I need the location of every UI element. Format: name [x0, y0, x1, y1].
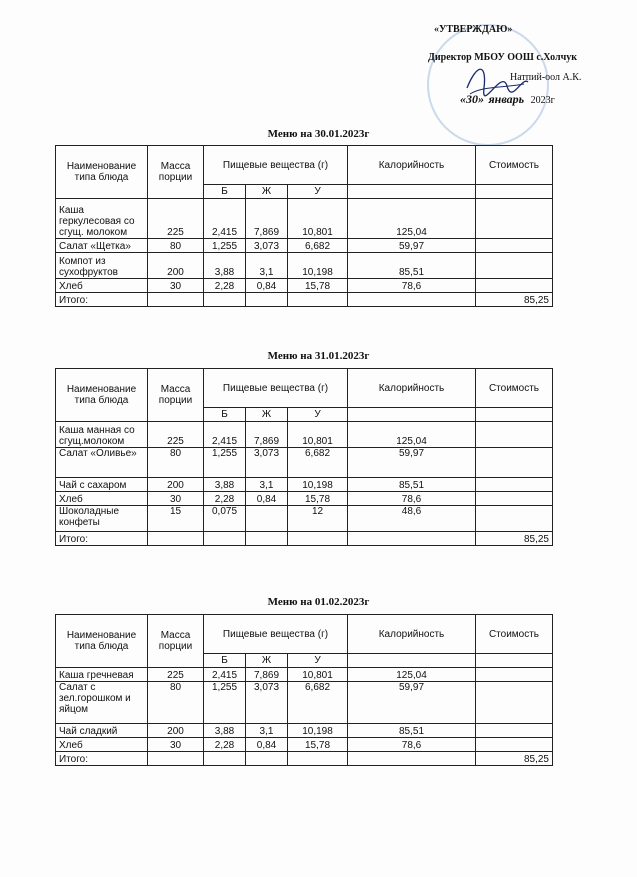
table-row: [56, 199, 553, 239]
header-cost: Стоимость: [476, 615, 553, 654]
dish-zh: 0,84: [246, 279, 288, 293]
dish-name: Компот из сухофруктов: [56, 253, 148, 279]
header-mass: Масса порции: [148, 615, 204, 668]
dish-zh: 3,1: [246, 478, 288, 492]
header-b: Б: [204, 185, 246, 199]
header-nutrients: Пищевые вещества (г): [204, 146, 348, 185]
dish-zh: 7,869: [246, 422, 288, 448]
header-u: У: [288, 408, 348, 422]
dish-kal: 85,51: [348, 478, 476, 492]
dish-u: 10,198: [288, 478, 348, 492]
dish-mass: 200: [148, 478, 204, 492]
header-name: Наименование типа блюда: [56, 369, 148, 422]
dish-mass: 30: [148, 279, 204, 293]
dish-b: 0,075: [204, 506, 246, 532]
menu-title: Меню на 01.02.2023г: [267, 596, 370, 608]
dish-u: 10,801: [288, 199, 348, 239]
dish-mass: 225: [148, 422, 204, 448]
total-cost: 85,25: [476, 293, 553, 307]
table-row: [56, 668, 553, 682]
menu-table: [55, 614, 553, 766]
header-mass: Масса порции: [148, 146, 204, 199]
dish-mass: 30: [148, 492, 204, 506]
dish-b: 2,28: [204, 279, 246, 293]
approval-position: Директор МБОУ ООШ с.Холчук: [428, 52, 578, 63]
dish-name: Чай сладкий: [56, 724, 148, 738]
dish-u: 10,198: [288, 253, 348, 279]
dish-name: Чай с сахаром: [56, 478, 148, 492]
dish-b: 2,415: [204, 422, 246, 448]
table-row: [56, 253, 553, 279]
dish-u: 10,801: [288, 422, 348, 448]
header-calories: Калорийность: [348, 615, 476, 654]
dish-kal: 59,97: [348, 448, 476, 478]
table-row: [56, 724, 553, 738]
header-calories: Калорийность: [348, 146, 476, 185]
dish-mass: 225: [148, 668, 204, 682]
dish-zh: 7,869: [246, 668, 288, 682]
dish-u: 15,78: [288, 279, 348, 293]
dish-mass: 80: [148, 448, 204, 478]
dish-mass: 200: [148, 724, 204, 738]
dish-u: 6,682: [288, 682, 348, 724]
header-b: Б: [204, 408, 246, 422]
header-zh: Ж: [246, 185, 288, 199]
table-row: [56, 448, 553, 478]
dish-zh: 0,84: [246, 738, 288, 752]
dish-mass: 15: [148, 506, 204, 532]
header-nutrients: Пищевые вещества (г): [204, 369, 348, 408]
approval-title: «УТВЕРЖДАЮ»: [434, 24, 513, 35]
dish-name: Каша манная со сгущ.молоком: [56, 422, 148, 448]
total-label: Итого:: [56, 293, 148, 307]
dish-u: 10,198: [288, 724, 348, 738]
header-u: У: [288, 654, 348, 668]
dish-u: 6,682: [288, 239, 348, 253]
dish-b: 1,255: [204, 682, 246, 724]
dish-name: Хлеб: [56, 738, 148, 752]
table-row: [56, 478, 553, 492]
dish-u: 10,801: [288, 668, 348, 682]
header-b: Б: [204, 654, 246, 668]
menu-table: [55, 368, 553, 546]
header-zh: Ж: [246, 408, 288, 422]
header-calories: Калорийность: [348, 369, 476, 408]
dish-mass: 30: [148, 738, 204, 752]
dish-kal: 85,51: [348, 253, 476, 279]
dish-b: 3,88: [204, 478, 246, 492]
dish-mass: 80: [148, 682, 204, 724]
dish-name: Хлеб: [56, 492, 148, 506]
dish-mass: 225: [148, 199, 204, 239]
table-row: [56, 422, 553, 448]
dish-kal: 48,6: [348, 506, 476, 532]
approval-date-year: 2023г: [530, 95, 555, 106]
dish-b: 3,88: [204, 724, 246, 738]
dish-zh: 0,84: [246, 492, 288, 506]
total-row: [56, 293, 553, 307]
total-row: [56, 752, 553, 766]
total-cost: 85,25: [476, 532, 553, 546]
dish-name: Каша геркулесовая со сгущ. молоком: [56, 199, 148, 239]
approval-date-day: «30»: [460, 92, 484, 106]
menu-title: Меню на 31.01.2023г: [267, 350, 370, 362]
dish-kal: 59,97: [348, 682, 476, 724]
dish-zh: 3,1: [246, 253, 288, 279]
dish-name: Хлеб: [56, 279, 148, 293]
dish-kal: 78,6: [348, 492, 476, 506]
dish-kal: 125,04: [348, 668, 476, 682]
dish-b: 2,28: [204, 492, 246, 506]
dish-mass: 200: [148, 253, 204, 279]
table-row: [56, 738, 553, 752]
header-name: Наименование типа блюда: [56, 615, 148, 668]
total-cost: 85,25: [476, 752, 553, 766]
dish-name: Шоколадные конфеты: [56, 506, 148, 532]
dish-zh: 3,073: [246, 682, 288, 724]
total-label: Итого:: [56, 532, 148, 546]
table-row: [56, 506, 553, 532]
dish-zh: 3,073: [246, 448, 288, 478]
dish-b: 1,255: [204, 448, 246, 478]
dish-name: Каша гречневая: [56, 668, 148, 682]
dish-mass: 80: [148, 239, 204, 253]
dish-kal: 85,51: [348, 724, 476, 738]
header-name: Наименование типа блюда: [56, 146, 148, 199]
header-mass: Масса порции: [148, 369, 204, 422]
dish-kal: 59,97: [348, 239, 476, 253]
dish-u: 15,78: [288, 492, 348, 506]
dish-name: Салат с зел.горошком и яйцом: [56, 682, 148, 724]
dish-u: 6,682: [288, 448, 348, 478]
approval-name: Натпий-оол А.К.: [510, 72, 582, 83]
dish-zh: 3,1: [246, 724, 288, 738]
dish-kal: 125,04: [348, 199, 476, 239]
dish-zh: [246, 506, 288, 532]
header-u: У: [288, 185, 348, 199]
dish-kal: 78,6: [348, 279, 476, 293]
table-row: [56, 492, 553, 506]
total-row: [56, 532, 553, 546]
menu-title: Меню на 30.01.2023г: [267, 128, 370, 140]
dish-b: 2,28: [204, 738, 246, 752]
dish-u: 15,78: [288, 738, 348, 752]
table-row: [56, 682, 553, 724]
approval-date-month: январь: [488, 92, 525, 106]
dish-zh: 3,073: [246, 239, 288, 253]
dish-u: 12: [288, 506, 348, 532]
header-nutrients: Пищевые вещества (г): [204, 615, 348, 654]
dish-kal: 78,6: [348, 738, 476, 752]
menu-table: [55, 145, 553, 307]
dish-b: 3,88: [204, 253, 246, 279]
dish-name: Салат «Оливье»: [56, 448, 148, 478]
total-label: Итого:: [56, 752, 148, 766]
dish-zh: 7,869: [246, 199, 288, 239]
dish-b: 1,255: [204, 239, 246, 253]
dish-b: 2,415: [204, 668, 246, 682]
approval-date: [460, 92, 555, 107]
header-cost: Стоимость: [476, 369, 553, 408]
dish-kal: 125,04: [348, 422, 476, 448]
header-zh: Ж: [246, 654, 288, 668]
header-cost: Стоимость: [476, 146, 553, 185]
table-row: [56, 239, 553, 253]
dish-name: Салат «Щетка»: [56, 239, 148, 253]
dish-b: 2,415: [204, 199, 246, 239]
table-row: [56, 279, 553, 293]
